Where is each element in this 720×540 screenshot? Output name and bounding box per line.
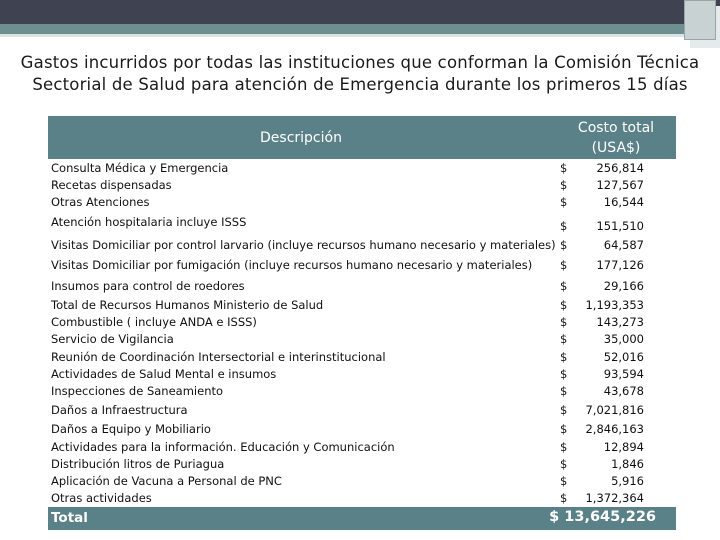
row-currency: $ xyxy=(560,238,568,252)
row-description: Inspecciones de Saneamiento xyxy=(51,384,224,398)
row-currency: $ xyxy=(560,279,568,293)
row-description: Atención hospitalaria incluye ISSS xyxy=(51,215,247,229)
row-currency: $ xyxy=(560,258,568,272)
row-description: Consulta Médica y Emergencia xyxy=(51,161,229,175)
row-amount: 143,273 xyxy=(596,315,644,329)
table-row xyxy=(48,177,676,194)
row-amount: 1,372,364 xyxy=(585,491,644,505)
row-currency: $ xyxy=(560,178,568,192)
row-description: Recetas dispensadas xyxy=(51,178,172,192)
row-currency: $ xyxy=(560,332,568,346)
row-amount: 256,814 xyxy=(596,161,644,175)
row-description: Actividades de Salud Mental e insumos xyxy=(51,367,277,381)
table-row xyxy=(48,456,676,473)
row-description: Aplicación de Vacuna a Personal de PNC xyxy=(51,474,282,488)
row-currency: $ xyxy=(560,219,568,233)
table-row xyxy=(48,160,676,177)
row-currency: $ xyxy=(560,384,568,398)
row-currency: $ xyxy=(560,491,568,505)
row-description: Reunión de Coordinación Intersectorial e interinstitucional xyxy=(51,350,386,364)
table-row xyxy=(48,366,676,383)
row-currency: $ xyxy=(560,440,568,454)
row-currency: $ xyxy=(560,422,568,436)
row-amount: 93,594 xyxy=(603,367,644,381)
table-row xyxy=(48,194,676,211)
row-currency: $ xyxy=(560,367,568,381)
title-line-1: Gastos incurridos por todas las instituciones que conforman la Comisión Técnica xyxy=(20,53,700,72)
table-header xyxy=(48,116,676,159)
table-row xyxy=(48,214,676,231)
table-row xyxy=(48,473,676,490)
table-row xyxy=(48,349,676,366)
row-currency: $ xyxy=(560,457,568,471)
row-amount: 12,894 xyxy=(603,440,644,454)
slide-title xyxy=(20,52,700,96)
row-amount: 7,021,816 xyxy=(585,403,644,417)
row-description: Visitas Domiciliar por control larvario (incluye recursos humano necesario y materiales) xyxy=(51,238,556,252)
row-amount: 64,587 xyxy=(603,238,644,252)
top-accent-stripe xyxy=(0,24,720,34)
row-amount: 5,916 xyxy=(611,474,644,488)
row-currency: $ xyxy=(560,161,568,175)
title-line-2: Sectorial de Salud para atención de Emergencia durante los primeros 15 días xyxy=(32,75,688,94)
table-row xyxy=(48,297,676,314)
row-currency: $ xyxy=(560,403,568,417)
header-cost-line-2: (USA$) xyxy=(591,140,641,156)
row-description: Visitas Domiciliar por fumigación (incluye recursos humano necesario y materiales) xyxy=(51,258,533,272)
table-row xyxy=(48,278,676,295)
row-amount: 43,678 xyxy=(603,384,644,398)
row-description: Actividades para la información. Educación y Comunicación xyxy=(51,440,395,454)
table-row xyxy=(48,383,676,400)
row-amount: 1,193,353 xyxy=(585,298,644,312)
row-currency: $ xyxy=(560,298,568,312)
total-row xyxy=(48,507,676,530)
corner-square-front xyxy=(684,0,716,40)
total-label: Total xyxy=(51,510,88,526)
row-amount: 1,846 xyxy=(611,457,644,471)
table-row xyxy=(48,402,676,419)
table-row xyxy=(48,490,676,507)
header-cost-line-1: Costo total xyxy=(577,120,655,136)
row-amount: 2,846,163 xyxy=(585,422,644,436)
table-row xyxy=(48,331,676,348)
table-row xyxy=(48,237,676,254)
row-amount: 151,510 xyxy=(596,219,644,233)
row-amount: 177,126 xyxy=(596,258,644,272)
table-row xyxy=(48,257,676,274)
table-row xyxy=(48,439,676,456)
row-amount: 16,544 xyxy=(603,195,644,209)
header-cost xyxy=(564,118,668,158)
total-value: $ 13,645,226 xyxy=(549,509,656,525)
row-amount: 29,166 xyxy=(603,279,644,293)
top-banner xyxy=(0,0,720,24)
row-description: Daños a Infraestructura xyxy=(51,403,188,417)
row-currency: $ xyxy=(560,195,568,209)
row-description: Daños a Equipo y Mobiliario xyxy=(51,422,211,436)
header-description: Descripción xyxy=(260,130,342,146)
row-description: Total de Recursos Humanos Ministerio de Salud xyxy=(51,298,324,312)
row-amount: 127,567 xyxy=(596,178,644,192)
corner-decoration xyxy=(684,0,720,48)
row-currency: $ xyxy=(560,315,568,329)
row-description: Otras Atenciones xyxy=(51,195,150,209)
row-amount: 35,000 xyxy=(603,332,644,346)
top-accent-line xyxy=(0,34,720,37)
table-row xyxy=(48,421,676,438)
table-row xyxy=(48,314,676,331)
row-amount: 52,016 xyxy=(603,350,644,364)
row-description: Insumos para control de roedores xyxy=(51,279,245,293)
row-description: Distribución litros de Puriagua xyxy=(51,457,225,471)
row-description: Combustible ( incluye ANDA e ISSS) xyxy=(51,315,257,329)
row-description: Servicio de Vigilancia xyxy=(51,332,174,346)
row-description: Otras actividades xyxy=(51,491,152,505)
row-currency: $ xyxy=(560,350,568,364)
row-currency: $ xyxy=(560,474,568,488)
